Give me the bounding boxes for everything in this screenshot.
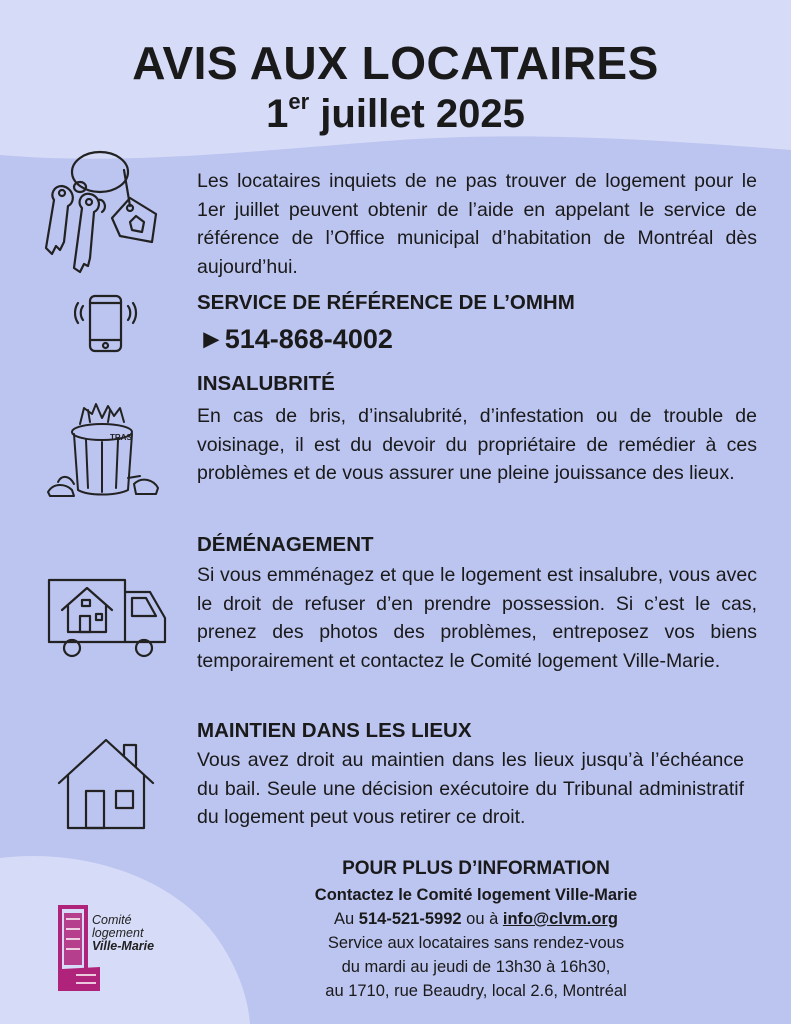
footer-contact	[260, 907, 692, 931]
footer-line-3: au 1710, rue Beaudry, local 2.6, Montréal	[325, 982, 627, 1000]
date-rest: juillet 2025	[309, 92, 525, 136]
demenagement-paragraph: Si vous emménagez et que le logement est insalubre, vous avec le droit de refuser d’en prendre possession. Si c’est le cas, prenez des photos des problèmes, entreposez vos biens temporairement et contactez le Comité logement Ville-Marie.	[197, 564, 757, 672]
maintien-heading: MAINTIEN DANS LES LIEUX	[197, 719, 472, 742]
logo-text	[92, 914, 154, 953]
contact-prefix: Au	[334, 910, 359, 928]
footer-subheading: Contactez le Comité logement Ville-Marie	[314, 886, 638, 904]
footer-heading: POUR PLUS D’INFORMATION	[342, 858, 610, 879]
keys-icon	[32, 150, 167, 275]
footer-info	[260, 855, 692, 1003]
logo-line-1: Comité	[92, 913, 132, 927]
footer-line-2: du mardi au jeudi de 13h30 à 16h30,	[341, 958, 611, 976]
contact-mid: ou à	[461, 910, 503, 928]
omhm-phone-number: ►514-868-4002	[198, 324, 393, 354]
insalubrite-heading: INSALUBRITÉ	[197, 372, 335, 395]
insalubrite-paragraph: En cas de bris, d’insalubrité, d’infestation ou de trouble de voisinage, il est du devoir du propriétaire de remédier à ces problèmes et de vous assurer une pleine jouissance des lieux.	[197, 405, 757, 484]
date-superscript: er	[288, 88, 310, 114]
omhm-heading: SERVICE DE RÉFÉRENCE DE L’OMHM	[197, 291, 575, 314]
house-icon	[56, 735, 158, 831]
demenagement-heading: DÉMÉNAGEMENT	[197, 533, 374, 556]
intro-paragraph: Les locataires inquiets de ne pas trouver de logement pour le 1er juillet peuvent obtenir de l’aide en appelant le service de référence de l’Office municipal d’habitation de Montréal dès aujourd’hui.	[197, 170, 757, 278]
trash-can-icon	[44, 400, 162, 500]
page-date	[0, 88, 791, 137]
logo-line-2: logement	[92, 926, 144, 940]
moving-truck-icon	[46, 574, 170, 660]
contact-email-link[interactable]: info@clvm.org	[502, 910, 618, 928]
svg-text:TRAS: TRAS	[110, 433, 132, 442]
logo-line-3: Ville-Marie	[92, 939, 155, 953]
smartphone-icon	[74, 292, 138, 356]
footer-line-1: Service aux locataires sans rendez-vous	[327, 934, 625, 952]
maintien-paragraph: Vous avez droit au maintien dans les lieux jusqu’à l’échéance du bail. Seule une décision exécutoire du Tribunal administratif du logement peut vous retirer ce droit.	[197, 749, 744, 828]
page-title: AVIS AUX LOCATAIRES	[132, 37, 659, 89]
contact-phone[interactable]: 514-521-5992	[358, 910, 462, 928]
date-day: 1	[266, 92, 289, 136]
